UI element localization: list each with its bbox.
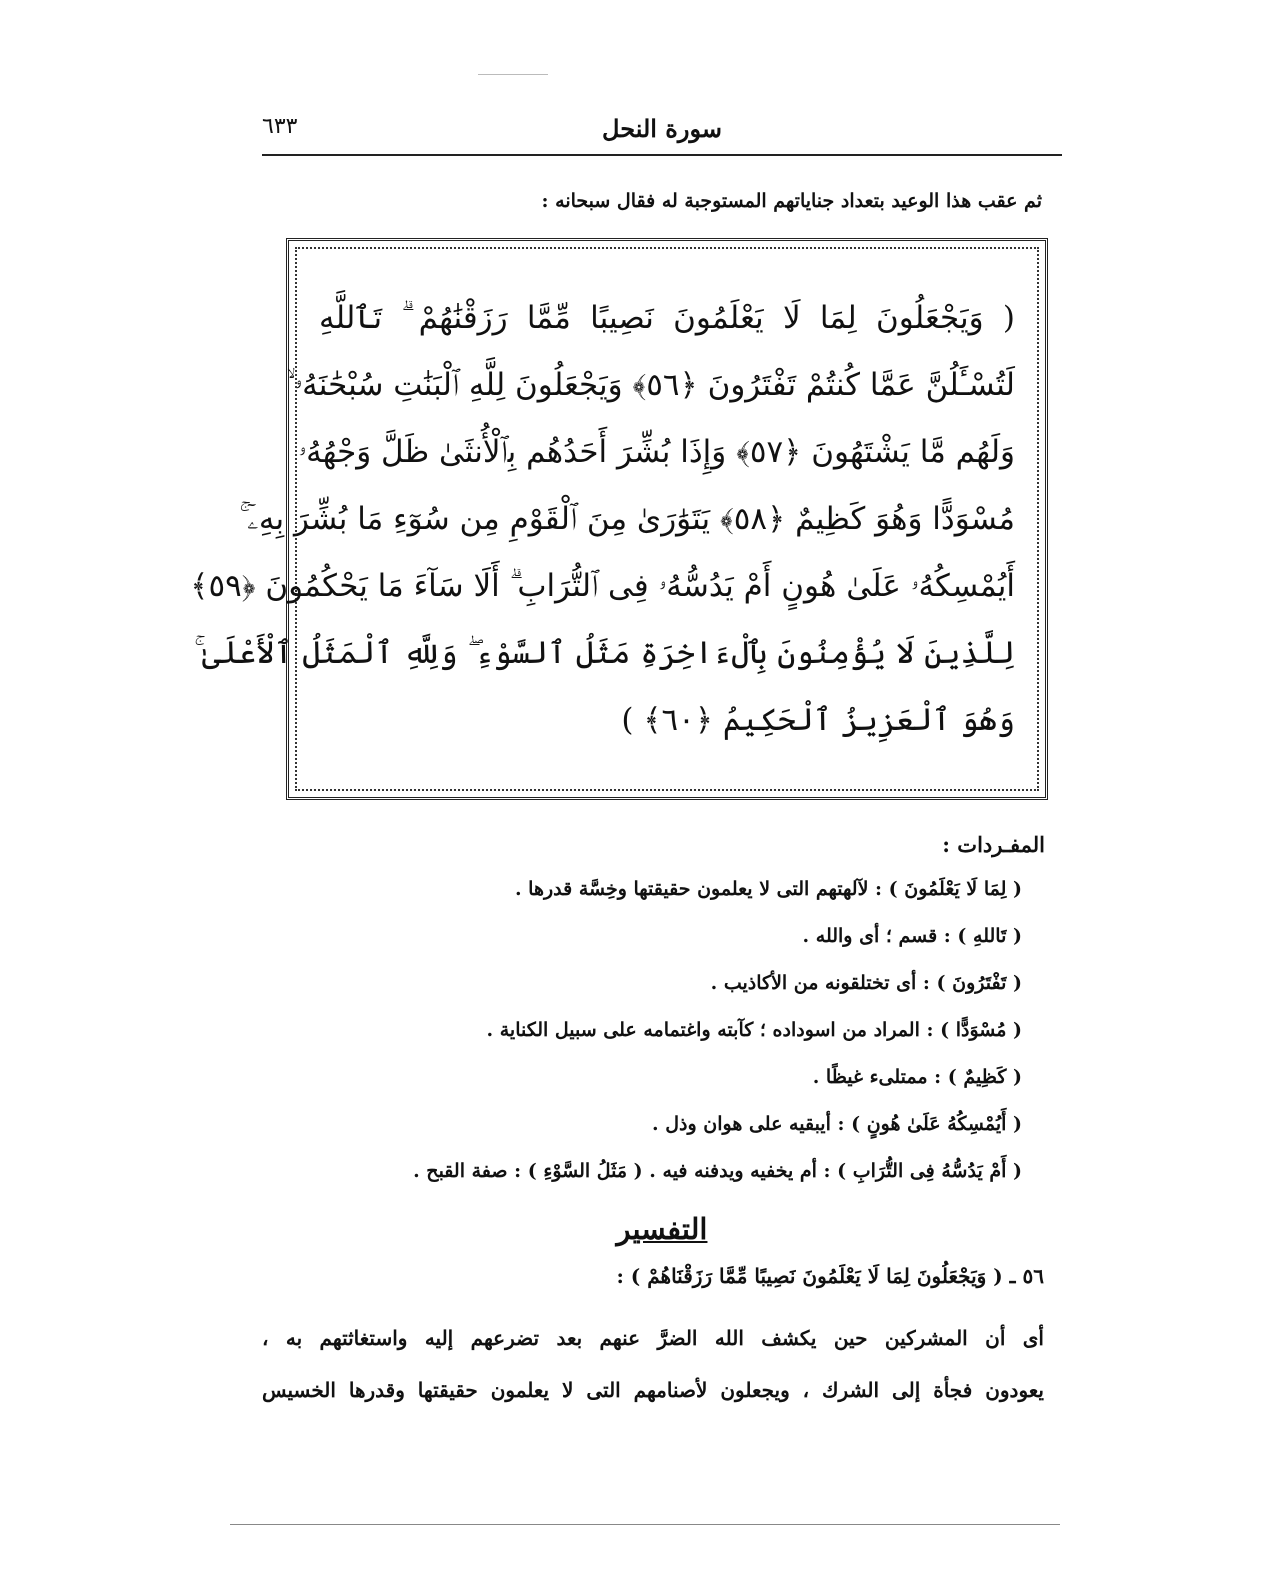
vocab-heading: المفـردات : [942,832,1045,857]
tafsir-heading: التفسير [616,1212,708,1246]
scan-artifact-line [478,74,548,75]
verse-frame [190,238,1048,800]
verse-line: لَتُسْـَٔلُنَّ عَمَّا كُنتُمْ تَفْتَرُونَ ﴿٥٦﴾ وَيَجْعَلُونَ لِلَّهِ ٱلْبَنَٰتِ سُبْحَٰنَهُۥ ۙ [286,367,1015,403]
vocab-item: ( لِمَا لَا يَعْلَمُونَ ) : لآلهتهم التى لا يعلمون حقيقتها وخِسَّة قدرها . [514,878,1022,900]
vocab-item: ( أَيُمْسِكُهُ عَلَىٰ هُونٍ ) : أيبقيه على هوان وذل . [652,1113,1022,1135]
vocab-item: ( كَظِيمٌ ) : ممتلىء غيظًا . [812,1066,1022,1088]
vocab-item: ( تَاللهِ ) : قسم ؛ أى والله . [802,925,1022,947]
verse-text-block [190,285,1015,754]
tafsir-line: أى أن المشركين حين يكشف الله الضرَّ عنهم بعد تضرعهم إليه واستغاثتهم به ، [262,1326,1044,1350]
verse-line: ( وَيَجْعَلُونَ لِمَا لَا يَعْلَمُونَ نَصِيبًا مِّمَّا رَزَقْنَٰهُمْ ۗ تَٱللَّهِ [319,300,1015,336]
intro-sentence: ثم عقب هذا الوعيد بتعداد جناياتهم المستوجبة له فقال سبحانه : [541,190,1042,212]
verse-line: وَلَهُم مَّا يَشْتَهُونَ ﴿٥٧﴾ وَإِذَا بُشِّرَ أَحَدُهُم بِٱلْأُنثَىٰ ظَلَّ وَجْهُهُۥ [298,434,1015,470]
page-header [262,108,1062,156]
verse-line: أَيُمْسِكُهُۥ عَلَىٰ هُونٍ أَمْ يَدُسُّهُۥ فِى ٱلتُّرَابِ ۗ أَلَا سَآءَ مَا يَحْكُمُونَ ﴿٥٩﴾ [190,568,1015,604]
vocab-item: ( أَمْ يَدُسُّهُ فِى التُّرَابِ ) : أم يخفيه ويدفنه فيه . ( مَثَلُ السَّوْءِ ) : صفة القبح . [413,1160,1022,1182]
page-number: ٦٣٣ [262,114,298,139]
vocab-list [262,866,1022,1195]
verse-line: لِلَّذِينَ لَا يُؤْمِنُونَ بِٱلْءَاخِرَةِ مَثَلُ ٱلسَّوْءِ ۖ وَلِلَّهِ ٱلْمَثَلُ ٱلْأَعْلَىٰ ۚ [194,635,1015,671]
vocab-item: ( تَفْتَرُونَ ) : أى تختلقونه من الأكاذيب . [710,972,1022,994]
bottom-rule [230,1524,1060,1525]
verse-line: مُسْوَدًّا وَهُوَ كَظِيمٌ ﴿٥٨﴾ يَتَوَٰرَىٰ مِنَ ٱلْقَوْمِ مِن سُوٓءِ مَا بُشِّرَ بِهِۦٓ ۚ [239,501,1015,537]
tafsir-line: يعودون فجأة إلى الشرك ، ويجعلون لأصنامهم التى لا يعلمون حقيقتها وقدرها الخسيس [262,1378,1044,1402]
surah-title: سورة النحل [602,114,722,143]
tafsir-body [262,1312,1044,1416]
verse-line: وَهُوَ ٱلْعَزِيزُ ٱلْحَكِيمُ ﴿٦٠﴾ ) [621,702,1015,738]
tafsir-verse-reference: ٥٦ ـ ( وَيَجْعَلُونَ لِمَا لَا يَعْلَمُونَ نَصِيبًا مِّمَّا رَزَقْنَاهُمْ ) : [616,1264,1044,1288]
vocab-item: ( مُسْوَدًّا ) : المراد من اسوداده ؛ كآبته واغتمامه على سبيل الكناية . [486,1019,1022,1041]
